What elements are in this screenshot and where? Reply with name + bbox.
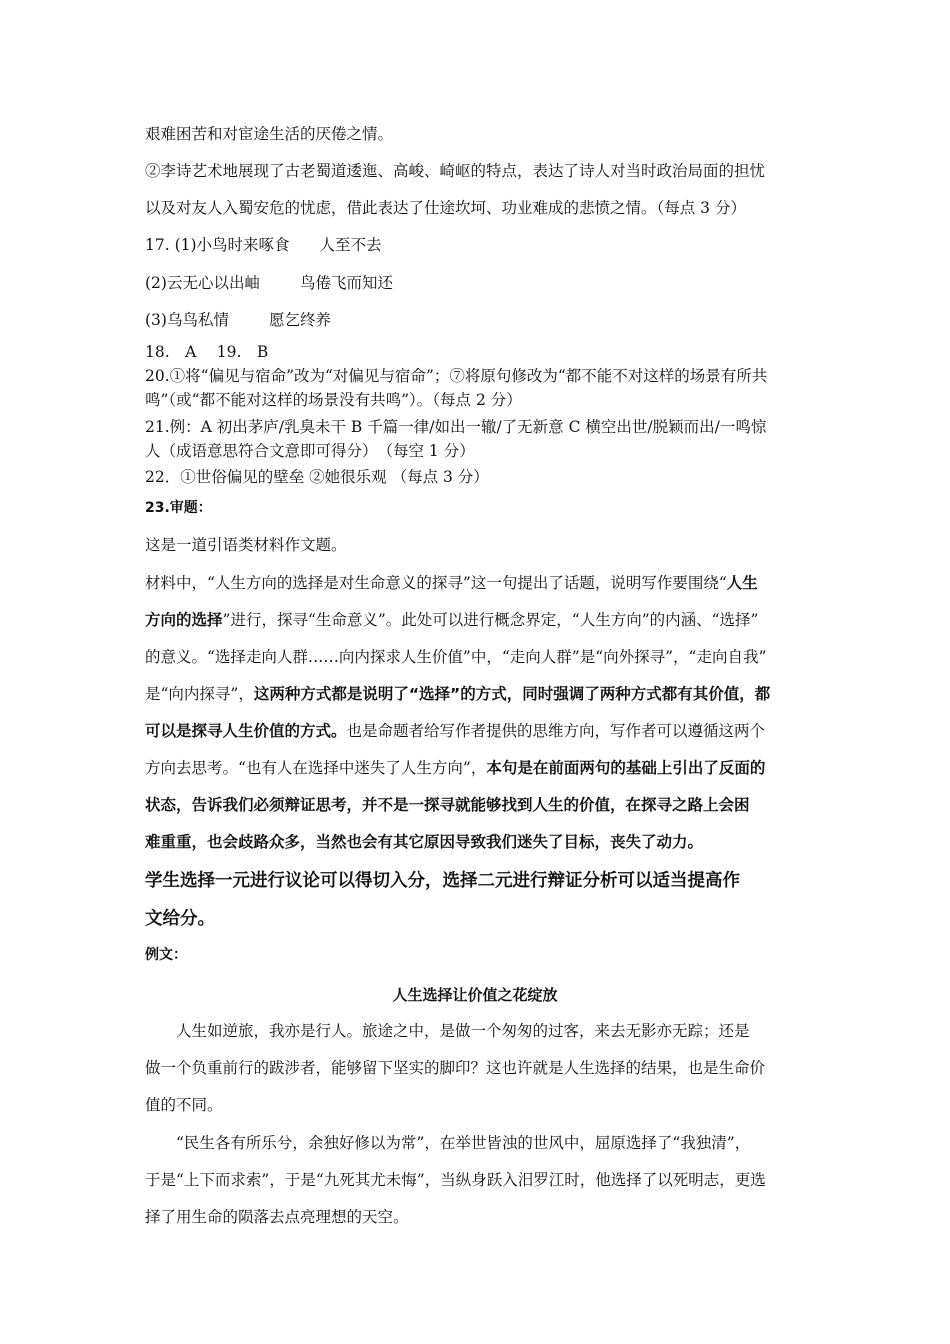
bold-span: 方向的选择 bbox=[145, 611, 223, 629]
essay-line: 于是“上下而求索”，于是“九死其尤未悔”，当纵身跃入汨罗江时，他选择了以死明志，更选 bbox=[145, 1171, 766, 1189]
bold-span: 这两种方式都是说明了“选择”的方式，同时强调了两种方式都有其价值，都 bbox=[253, 685, 771, 703]
essay-line: 做一个负重前行的跋涉者，能够留下坚实的脚印？这也许就是人生选择的结果，也是生命价 bbox=[145, 1059, 766, 1077]
example-label: 例文： bbox=[145, 947, 187, 963]
answer-21-line2: 人（成语意思符合文意即可得分） （每空 1 分） bbox=[145, 442, 475, 460]
essay-line: 值的不同。 bbox=[145, 1096, 223, 1114]
essay-line: 择了用生命的陨落去点亮理想的天空。 bbox=[145, 1208, 409, 1226]
section-heading-23: 23.审题： bbox=[145, 500, 212, 516]
text-line: 以及对友人入蜀安危的忧虑，借此表达了仕途坎坷、功业难成的悲愤之情。（每点 3 分） bbox=[145, 199, 746, 217]
text-line: 文给分。 bbox=[145, 909, 215, 929]
text-line: 状态，告诉我们必须辩证思考，并不是一探寻就能够找到人生的价值，在探寻之路上会困 bbox=[145, 796, 750, 814]
bold-span: 人生 bbox=[726, 574, 758, 592]
essay-title: 人生选择让价值之花绽放 bbox=[392, 986, 558, 1004]
text-line bbox=[145, 684, 770, 704]
text-line: ②李诗艺术地展现了古老蜀道逶迤、高峻、崎岖的特点，表达了诗人对当时政治局面的担忧 bbox=[145, 162, 766, 180]
answer-20-line1: 20.①将“偏见与宿命”改为“对偏见与宿命”；⑦将原句修改为“都不能不对这样的场景有所共 bbox=[145, 367, 768, 385]
answer-18-19: 18. A 19. B bbox=[145, 343, 269, 361]
bold-span: 本句是在前面两句的基础上引出了反面的 bbox=[486, 759, 766, 777]
answer-17-3 bbox=[145, 310, 331, 330]
text-span: 也是命题者给写作者提供的思维方向，写作者可以遵循这两个 bbox=[346, 722, 766, 740]
essay-line: 人生如逆旅，我亦是行人。旅途之中，是做一个匆匆的过客，来去无影亦无踪；还是 bbox=[176, 1022, 750, 1040]
text-line: 艰难困苦和对宦途生活的厌倦之情。 bbox=[145, 125, 394, 143]
text-span: 材料中，“人生方向的选择是对生命意义的探寻”这一句提出了话题，说明写作要围绕“ bbox=[145, 574, 727, 592]
answer-20-line2: 鸣”（或“都不能对这样的场景没有共鸣”）。（每点 2 分） bbox=[145, 391, 522, 409]
answer-text: 愿乞终养 bbox=[268, 311, 331, 329]
answer-text: (3)乌鸟私情 bbox=[145, 311, 229, 329]
text-line bbox=[145, 721, 765, 741]
answer-text: 人至不去 bbox=[319, 236, 382, 254]
text-line: 难重重，也会歧路众多，当然也会有其它原因导致我们迷失了目标，丧失了动力。 bbox=[145, 833, 704, 851]
answer-21-line1: 21.例：A 初出茅庐/乳臭未干 B 千篇一律/如出一辙/了无新意 C 横空出世/脱颖而出/一鸣惊 bbox=[145, 418, 767, 436]
text-line bbox=[145, 610, 759, 630]
text-line bbox=[145, 573, 758, 593]
text-span: 方向去思考。“也有人在选择中迷失了人生方向”， bbox=[145, 759, 487, 777]
text-span: 是“向内探寻”， bbox=[145, 685, 254, 703]
text-span: ”进行，探寻“生命意义”。此处可以进行概念界定，“人生方向”的内涵、“选择” bbox=[222, 611, 759, 629]
answer-17-1 bbox=[145, 235, 382, 255]
answer-text: 17. (1)小鸟时来啄食 bbox=[145, 236, 290, 254]
answer-17-2 bbox=[145, 273, 393, 293]
bold-span: 可以是探寻人生价值的方式。 bbox=[145, 722, 347, 740]
text-line: 的意义。“选择走向人群……向内探求人生价值”中，“走向人群”是“向外探寻”，“走向自我” bbox=[145, 648, 767, 666]
text-line: 学生选择一元进行议论可以得切入分，选择二元进行辩证分析可以适当提高作 bbox=[145, 871, 740, 891]
essay-line: “民生各有所乐兮，余独好修以为常”，在举世皆浊的世风中，屈原选择了“我独清”， bbox=[176, 1134, 751, 1152]
answer-text: (2)云无心以出岫 bbox=[145, 274, 260, 292]
answer-22: 22．①世俗偏见的壁垒 ②她很乐观 （每点 3 分） bbox=[145, 468, 489, 486]
answer-text: 鸟倦飞而知还 bbox=[299, 274, 393, 292]
text-line: 这是一道引语类材料作文题。 bbox=[145, 536, 347, 554]
text-line bbox=[145, 758, 765, 778]
